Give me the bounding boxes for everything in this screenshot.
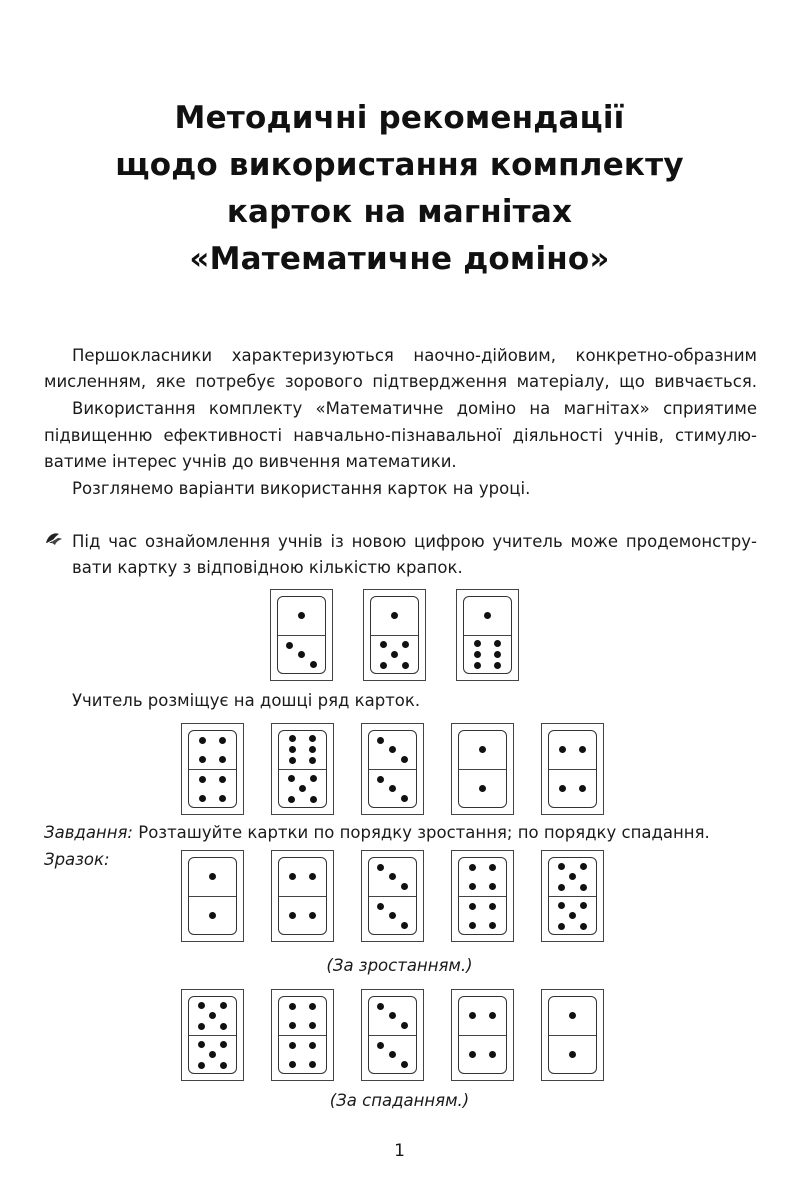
domino-top-half <box>279 858 326 896</box>
domino-pip <box>309 912 316 919</box>
domino-card <box>361 723 424 815</box>
domino-top-half <box>369 858 416 896</box>
domino-top-half <box>189 997 236 1035</box>
domino-bottom-half <box>459 1035 506 1074</box>
domino-tile <box>548 857 597 935</box>
domino-pip <box>288 775 295 782</box>
domino-pip <box>474 640 481 647</box>
domino-pip <box>484 612 491 619</box>
domino-pip <box>199 776 206 783</box>
page-number: 1 <box>394 1141 405 1161</box>
leaf-bullet-icon <box>44 529 64 547</box>
domino-pip <box>219 795 226 802</box>
domino-card <box>541 723 604 815</box>
domino-pip <box>220 1023 227 1030</box>
task-text: Розташуйте картки по порядку зростання; по порядку спадання. <box>133 823 710 842</box>
domino-pip <box>389 1051 396 1058</box>
domino-tile <box>458 996 507 1074</box>
domino-bottom-half <box>189 769 236 808</box>
domino-card <box>181 989 244 1081</box>
domino-pip <box>219 737 226 744</box>
domino-pip <box>580 884 587 891</box>
domino-pip <box>580 923 587 930</box>
domino-bottom-half <box>459 896 506 935</box>
domino-top-half <box>278 597 325 635</box>
domino-bottom-half <box>549 769 596 808</box>
domino-pip <box>494 662 501 669</box>
domino-card <box>270 589 333 681</box>
domino-card <box>271 850 334 942</box>
domino-pip <box>569 912 576 919</box>
domino-pip <box>220 1041 227 1048</box>
caption-ascending: (За зростанням.) <box>326 956 473 975</box>
domino-pip <box>288 796 295 803</box>
domino-pip <box>289 873 296 880</box>
domino-pip <box>580 902 587 909</box>
domino-top-half <box>279 997 326 1035</box>
domino-pip <box>309 873 316 880</box>
domino-pip <box>209 873 216 880</box>
domino-pip <box>309 757 316 764</box>
domino-pip <box>391 651 398 658</box>
domino-pip <box>389 873 396 880</box>
domino-pip <box>220 1002 227 1009</box>
domino-pip <box>310 775 317 782</box>
domino-top-half <box>459 731 506 769</box>
domino-pip <box>469 1051 476 1058</box>
domino-card <box>181 850 244 942</box>
domino-top-half <box>279 731 326 769</box>
domino-pip <box>469 864 476 871</box>
domino-pip <box>199 737 206 744</box>
domino-card <box>181 723 244 815</box>
domino-pip <box>289 1022 296 1029</box>
intro-line-3: Використання комплекту «Математичне доміно на магнітах» сприятиме <box>72 399 757 418</box>
domino-pip <box>494 651 501 658</box>
title-line-4: «Математичне доміно» <box>189 241 610 277</box>
domino-pip <box>401 795 408 802</box>
domino-pip <box>377 903 384 910</box>
domino-bottom-half <box>459 769 506 808</box>
domino-pip <box>289 1042 296 1049</box>
domino-tile <box>278 730 327 808</box>
domino-pip <box>494 640 501 647</box>
domino-top-half <box>549 731 596 769</box>
domino-pip <box>401 883 408 890</box>
domino-pip <box>198 1062 205 1069</box>
domino-bottom-half <box>279 769 326 808</box>
domino-pip <box>289 757 296 764</box>
domino-pip <box>309 1003 316 1010</box>
domino-tile <box>548 730 597 808</box>
domino-pip <box>402 641 409 648</box>
domino-pip <box>402 662 409 669</box>
domino-pip <box>559 746 566 753</box>
domino-card <box>451 989 514 1081</box>
domino-pip <box>469 883 476 890</box>
domino-top-half <box>549 858 596 896</box>
domino-bottom-half <box>369 896 416 935</box>
domino-pip <box>469 922 476 929</box>
domino-pip <box>489 903 496 910</box>
domino-pip <box>389 785 396 792</box>
domino-card <box>271 723 334 815</box>
domino-pip <box>474 662 481 669</box>
title-line-2: щодо використання комплекту <box>115 147 684 183</box>
domino-pip <box>558 863 565 870</box>
domino-bottom-half <box>279 896 326 935</box>
domino-pip <box>389 1012 396 1019</box>
domino-row-board <box>181 723 604 815</box>
domino-pip <box>401 922 408 929</box>
domino-tile <box>277 596 326 674</box>
domino-pip <box>569 873 576 880</box>
domino-top-half <box>189 731 236 769</box>
domino-pip <box>310 661 317 668</box>
domino-tile <box>188 730 237 808</box>
task-line <box>44 822 757 844</box>
domino-pip <box>377 737 384 744</box>
domino-tile <box>368 730 417 808</box>
domino-row-intro <box>270 589 519 681</box>
domino-pip <box>198 1023 205 1030</box>
domino-top-half <box>369 997 416 1035</box>
intro-line-4: підвищенню ефективності навчально-пізнавальної діяльності учнів, стимулю- <box>44 426 757 445</box>
domino-pip <box>558 902 565 909</box>
domino-tile <box>548 996 597 1074</box>
domino-pip <box>401 1061 408 1068</box>
domino-pip <box>579 746 586 753</box>
domino-row-descending <box>181 989 604 1081</box>
board-text: Учитель розміщує на дошці ряд карток. <box>72 691 421 710</box>
domino-top-half <box>369 731 416 769</box>
domino-card <box>361 989 424 1081</box>
domino-tile <box>458 730 507 808</box>
domino-pip <box>220 1062 227 1069</box>
domino-pip <box>309 1022 316 1029</box>
domino-pip <box>469 1012 476 1019</box>
domino-top-half <box>459 858 506 896</box>
domino-row-ascending <box>181 850 604 942</box>
domino-card <box>541 850 604 942</box>
domino-top-half <box>189 858 236 896</box>
domino-pip <box>580 863 587 870</box>
domino-pip <box>209 912 216 919</box>
domino-pip <box>286 642 293 649</box>
domino-pip <box>309 1042 316 1049</box>
domino-pip <box>198 1041 205 1048</box>
domino-pip <box>380 662 387 669</box>
domino-pip <box>558 884 565 891</box>
domino-tile <box>188 857 237 935</box>
domino-pip <box>479 746 486 753</box>
domino-pip <box>309 1061 316 1068</box>
domino-tile <box>278 996 327 1074</box>
domino-bottom-half <box>279 1035 326 1074</box>
intro-line-6: Розглянемо варіанти використання карток на уроці. <box>72 479 531 498</box>
domino-pip <box>298 651 305 658</box>
domino-pip <box>377 776 384 783</box>
domino-pip <box>479 785 486 792</box>
domino-pip <box>289 1061 296 1068</box>
domino-pip <box>579 785 586 792</box>
domino-pip <box>401 1022 408 1029</box>
bullet-line-1: Під час ознайомлення учнів із новою цифрою учитель може продемонстру- <box>72 532 757 551</box>
domino-tile <box>463 596 512 674</box>
domino-pip <box>377 1003 384 1010</box>
domino-tile <box>370 596 419 674</box>
bullet-line-2: вати картку з відповідною кількістю крапок. <box>72 558 463 577</box>
domino-bottom-half <box>371 635 418 674</box>
domino-card <box>363 589 426 681</box>
domino-pip <box>289 735 296 742</box>
domino-tile <box>368 996 417 1074</box>
domino-top-half <box>464 597 511 635</box>
domino-top-half <box>371 597 418 635</box>
domino-pip <box>209 1051 216 1058</box>
domino-pip <box>389 746 396 753</box>
domino-pip <box>559 785 566 792</box>
domino-pip <box>377 1042 384 1049</box>
domino-tile <box>278 857 327 935</box>
domino-bottom-half <box>278 635 325 674</box>
domino-bottom-half <box>549 1035 596 1074</box>
title-line-1: Методичні рекомендації <box>174 100 625 136</box>
domino-pip <box>569 1051 576 1058</box>
intro-line-1: Першокласники характеризуються наочно-дійовим, конкретно-образним <box>72 346 757 365</box>
domino-card <box>456 589 519 681</box>
domino-bottom-half <box>369 769 416 808</box>
domino-pip <box>474 651 481 658</box>
domino-pip <box>198 1002 205 1009</box>
domino-pip <box>489 883 496 890</box>
domino-pip <box>310 796 317 803</box>
domino-pip <box>389 912 396 919</box>
domino-pip <box>289 746 296 753</box>
domino-pip <box>199 756 206 763</box>
domino-top-half <box>459 997 506 1035</box>
domino-pip <box>489 922 496 929</box>
domino-card <box>451 723 514 815</box>
domino-pip <box>199 795 206 802</box>
domino-pip <box>377 864 384 871</box>
domino-pip <box>380 641 387 648</box>
intro-line-5: ватиме інтерес учнів до вивчення математики. <box>44 452 457 471</box>
domino-pip <box>401 756 408 763</box>
domino-card <box>271 989 334 1081</box>
domino-top-half <box>549 997 596 1035</box>
domino-pip <box>489 864 496 871</box>
domino-bottom-half <box>369 1035 416 1074</box>
domino-pip <box>299 785 306 792</box>
domino-bottom-half <box>549 896 596 935</box>
domino-pip <box>558 923 565 930</box>
domino-pip <box>391 612 398 619</box>
domino-pip <box>289 1003 296 1010</box>
domino-pip <box>209 1012 216 1019</box>
domino-card <box>541 989 604 1081</box>
domino-pip <box>569 1012 576 1019</box>
domino-tile <box>188 996 237 1074</box>
domino-bottom-half <box>189 896 236 935</box>
domino-pip <box>309 735 316 742</box>
domino-tile <box>458 857 507 935</box>
domino-card <box>361 850 424 942</box>
title-line-3: карток на магнітах <box>226 194 573 230</box>
domino-pip <box>489 1051 496 1058</box>
sample-label: Зразок: <box>44 850 110 869</box>
domino-bottom-half <box>189 1035 236 1074</box>
task-label: Завдання: <box>44 823 133 842</box>
intro-line-2: мисленням, яке потребує зорового підтвердження матеріалу, що вивчається. <box>44 372 757 391</box>
domino-pip <box>298 612 305 619</box>
domino-pip <box>219 756 226 763</box>
domino-pip <box>219 776 226 783</box>
domino-pip <box>289 912 296 919</box>
domino-pip <box>309 746 316 753</box>
domino-pip <box>489 1012 496 1019</box>
domino-bottom-half <box>464 635 511 674</box>
domino-card <box>451 850 514 942</box>
domino-pip <box>469 903 476 910</box>
domino-tile <box>368 857 417 935</box>
caption-descending: (За спаданням.) <box>329 1091 470 1110</box>
